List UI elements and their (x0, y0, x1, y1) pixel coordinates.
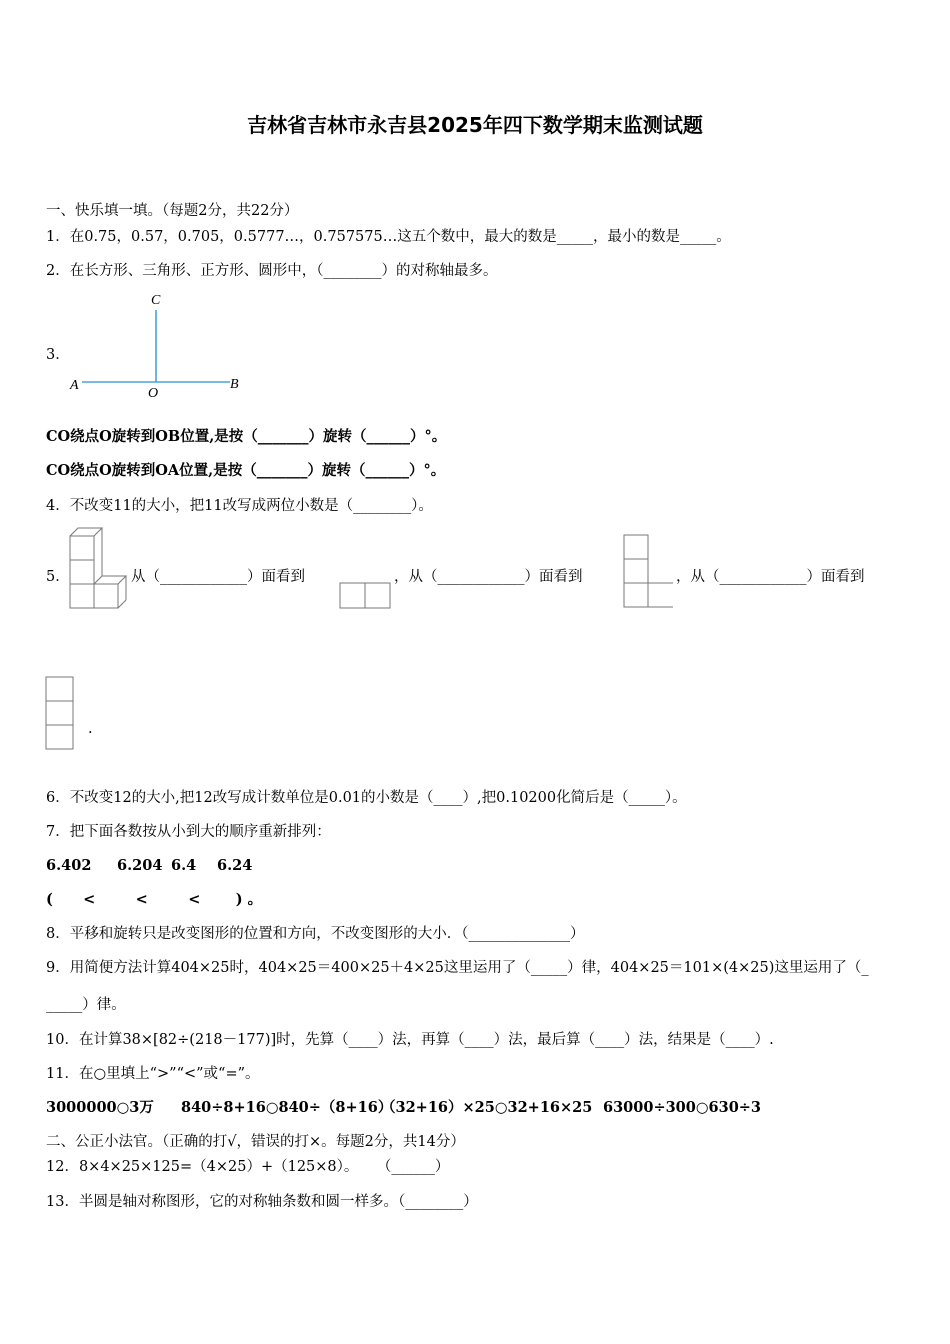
question-9-line-2: _____）律。 (46, 997, 126, 1013)
question-11: 11．在○里填上“>”“<”或“=”。 (46, 1066, 260, 1082)
question-7: 7．把下面各数按从小到大的顺序重新排列： (46, 824, 331, 840)
question-3-line-1: CO绕点O旋转到OB位置,是按（_______）旋转（______）°。 (46, 428, 447, 445)
label-b: B (230, 377, 239, 392)
question-12: 12．8×4×25×125=（4×25）+（125×8）。 （______） (46, 1159, 450, 1175)
section-1-heading: 一、快乐填一填。（每题2分，共22分） (46, 203, 299, 219)
question-7-order-blank: ( < < < ) 。 (46, 891, 263, 908)
question-5-from-2: ，从（____________）面看到 (394, 569, 583, 585)
question-5-number: 5． (46, 569, 70, 585)
question-13: 13．半圆是轴对称图形，它的对称轴条数和圆一样多。（________） (46, 1194, 478, 1210)
view-l-shape (623, 534, 679, 612)
number-item: 6.204 (117, 857, 163, 874)
number-item: 6.24 (217, 857, 253, 874)
comparison-item: （32+16）×25○32+16×25 (381, 1099, 593, 1116)
number-item: 6.402 (46, 857, 92, 874)
comparison-item: 63000÷300○630÷3 (603, 1099, 762, 1116)
question-9-line-1: 9．用简便方法计算404×25时，404×25＝400×25＋4×25这里运用了（_____）律，404×25＝101×(4×25)这里运用了（_ (46, 960, 869, 976)
question-5-from-3: ，从（____________）面看到 (676, 569, 865, 585)
comparison-item: 840÷8+16○840÷（8+16） (181, 1099, 393, 1116)
cube-stack-figure (68, 526, 130, 610)
angle-diagram (60, 288, 260, 403)
question-5-from-1: 从（____________）面看到 (131, 569, 305, 585)
question-10: 10．在计算38×[82÷(218－177)]时，先算（____）法，再算（____）法，最后算（____）法，结果是（____）. (46, 1032, 774, 1048)
question-2: 2．在长方形、三角形、正方形、圆形中，（________）的对称轴最多。 (46, 263, 498, 279)
question-5-end: . (88, 721, 93, 737)
question-3-number: 3． (46, 347, 70, 363)
view-two-horizontal (339, 582, 393, 610)
view-three-vertical (45, 676, 75, 752)
label-a: A (70, 378, 79, 393)
question-6: 6．不改变12的大小,把12改写成计数单位是0.01的小数是（____）,把0.10200化简后是（_____）。 (46, 790, 687, 806)
question-3-line-2: CO绕点O旋转到OA位置,是按（_______）旋转（______）°。 (46, 462, 446, 479)
comparison-item: 3000000○3万 (46, 1099, 154, 1116)
number-item: 6.4 (171, 857, 197, 874)
label-c: C (151, 293, 161, 308)
label-o: O (148, 386, 159, 401)
question-1: 1．在0.75，0.57，0.705，0.5777…，0.757575…这五个数中，最大的数是_____，最小的数是_____。 (46, 229, 731, 245)
question-4: 4．不改变11的大小，把11改写成两位小数是（________）。 (46, 498, 433, 514)
question-8: 8．平移和旋转只是改变图形的位置和方向，不改变图形的大小．（______________） (46, 926, 585, 942)
page-title: 吉林省吉林市永吉县2025年四下数学期末监测试题 (247, 113, 703, 137)
section-2-heading: 二、公正小法官。（正确的打√，错误的打×。每题2分，共14分） (46, 1134, 465, 1150)
